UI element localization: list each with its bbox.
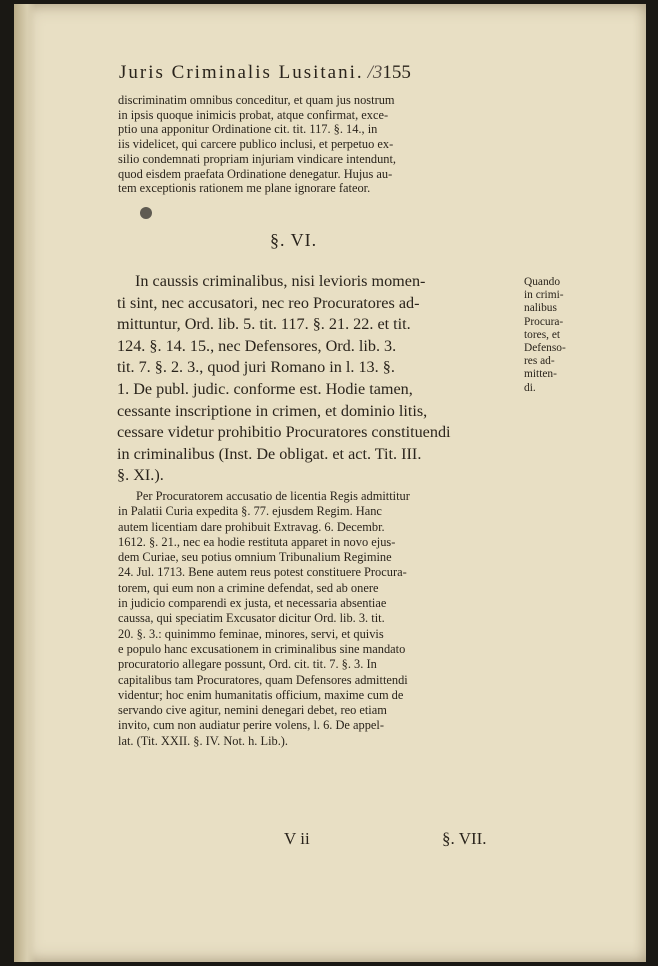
text-line: cessante inscriptione in crimen, et dominio litis, xyxy=(117,401,428,420)
text-line: in Palatii Curia expedita §. 77. ejusdem Regim. Hanc xyxy=(118,504,382,519)
margin-line: nalibus xyxy=(524,302,557,315)
margin-line: mitten- xyxy=(524,368,557,381)
margin-line: Defenso- xyxy=(524,342,566,355)
text-line: in judicio comparendi ex justa, et necessaria absentiae xyxy=(118,596,387,611)
text-line: 20. §. 3.: quinimmo feminae, minores, servi, et quivis xyxy=(118,626,384,641)
text-line: capitalibus tam Procuratores, quam Defensores admittendi xyxy=(118,672,408,687)
text-line: videntur; hoc enim humanitatis officium, maxime cum de xyxy=(118,687,404,702)
marginal-note xyxy=(524,276,586,395)
text-line: Per Procuratorem accusatio de licentia Regis admittitur xyxy=(136,489,410,503)
text-line: procuratorio allegare possunt, Ord. cit. tit. 7. §. 3. In xyxy=(118,657,377,672)
page-number xyxy=(368,62,411,83)
ink-blot xyxy=(140,207,152,219)
main-paragraph xyxy=(117,271,523,487)
text-line: in criminalibus (Inst. De obligat. et act. Tit. III. xyxy=(117,444,422,463)
footnote-bottom xyxy=(118,489,520,749)
text-line: caussa, qui speciatim Excusator dicitur Ord. lib. 3. tit. xyxy=(118,611,385,626)
text-line: 1. De publ. judic. conforme est. Hodie tamen, xyxy=(117,379,413,398)
text-line: ptio una apponitur Ordinatione cit. tit. 117. §. 14., in xyxy=(118,122,378,137)
text-line: quod eisdem praefata Ordinatione denegatur. Hujus au- xyxy=(118,166,393,181)
text-line: §. XI.). xyxy=(117,466,164,485)
handwritten-mark: /3 xyxy=(367,62,383,83)
text-line: tit. 7. §. 2. 3., quod juri Romano in l. 13. §. xyxy=(117,358,395,377)
text-line: servando cive agitur, nemini denegari debet, reo etiam xyxy=(118,703,387,718)
text-line: 24. Jul. 1713. Bene autem reus potest constituere Procura- xyxy=(118,565,407,580)
running-head xyxy=(119,62,539,84)
text-line: 124. §. 14. 15., nec Defensores, Ord. lib. 3. xyxy=(117,336,397,355)
text-line: mittuntur, Ord. lib. 5. tit. 117. §. 21. 22. et tit. xyxy=(117,315,411,334)
text-line: silio condemnati propriam injuriam vindicare intendunt, xyxy=(118,151,397,166)
margin-line: di. xyxy=(524,381,536,394)
footnote-top xyxy=(118,93,520,196)
page-number-value: 155 xyxy=(382,62,411,83)
text-line: discriminatim omnibus conceditur, et quam jus nostrum xyxy=(118,93,395,107)
text-line: 1612. §. 21., nec ea hodie restituta apparet in novo ejus- xyxy=(118,534,396,549)
signature-mark: V ii xyxy=(284,829,310,848)
text-line: tem exceptionis rationem me plane ignorare fateor. xyxy=(118,181,371,196)
text-line: dem Curiae, seu potius omnium Tribunalium Regimine xyxy=(118,550,392,565)
margin-line: Procura- xyxy=(524,315,564,328)
text-line: autem licentiam dare prohibuit Extravag. 6. Decembr. xyxy=(118,519,385,534)
text-line: ti sint, nec accusatori, nec reo Procuratores ad- xyxy=(117,293,420,312)
section-heading: §. VI. xyxy=(270,230,318,250)
text-line: lat. (Tit. XXII. §. IV. Not. h. Lib.). xyxy=(118,733,289,748)
text-line: In caussis criminalibus, nisi levioris momen- xyxy=(135,272,426,290)
text-line: cessare videtur prohibitio Procuratores constituendi xyxy=(117,423,451,442)
margin-line: in crimi- xyxy=(524,289,564,302)
text-line: invito, cum non audiatur perire volens, l. 6. De appel- xyxy=(118,718,384,733)
text-line: iis videlicet, qui carcere publico inclusi, et perpetuo ex- xyxy=(118,137,394,152)
margin-line: res ad- xyxy=(524,355,555,368)
margin-line: tores, et xyxy=(524,328,561,341)
text-line: in ipsis quoque inimicis probat, atque confirmat, exce- xyxy=(118,107,389,122)
book-page xyxy=(14,4,646,962)
running-head-title: Juris Criminalis Lusitani. xyxy=(119,62,364,83)
text-line: e populo hanc excusationem in criminalibus sine mandato xyxy=(118,641,406,656)
page-binding-shadow xyxy=(14,4,36,962)
text-line: torem, qui eum non a crimine defendat, sed ab onere xyxy=(118,580,379,595)
catchword: §. VII. xyxy=(442,829,487,848)
margin-line: Quando xyxy=(524,276,561,288)
